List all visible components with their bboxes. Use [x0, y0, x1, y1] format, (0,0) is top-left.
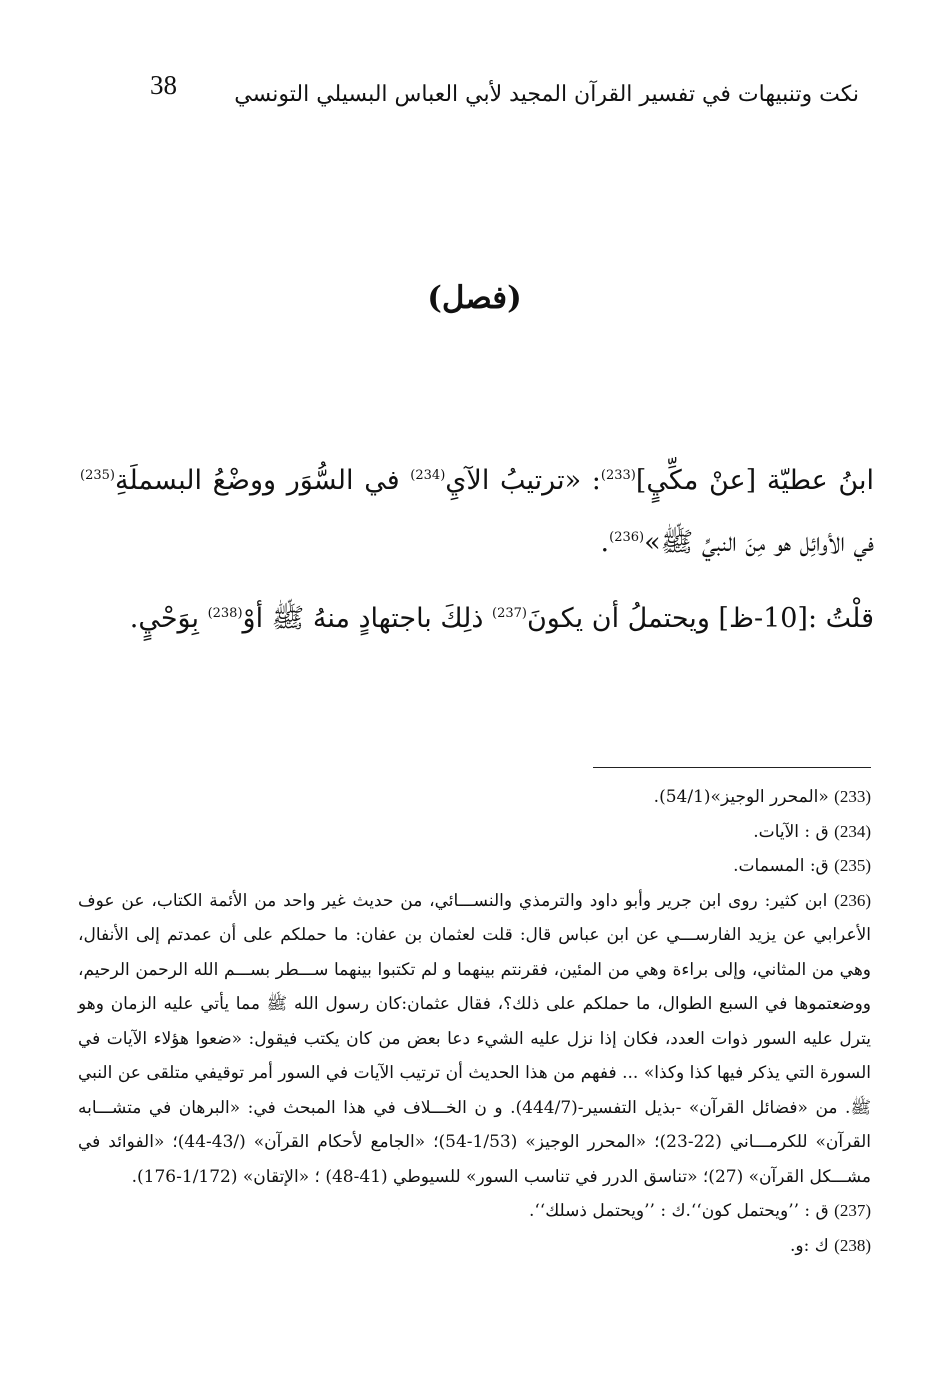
footnote-ref-233[interactable]: (233) — [600, 468, 636, 483]
footnote-236: (236) ابن كثير: روى ابن جرير وأبو داود والترمذي والنســـائي، من حديث غير واحد من الأئمة الكتاب، عن عوف الأعرابي عن يزيد الفارســـي عن ابن عباس قال: قلت لعثمان بن عفان: ما حملكم على أن عمدتم إلى الأنفال، وهي من المثاني، وإلى براءة وهي من المئين، فقرنتم بينهما و لم تكتبوا بينهما ســـطر بســـم الله الرحمن الرحيم، ووضعتموها في السبع الطوال، ما حملكم على ذلك؟، فقال عثمان:كان رسول الله ﷺ مما يأتي عليه الزمان وهو يترل عليه السور ذوات العدد، فكان إذا نزل عليه الشيء دعا بعض من كان يكتب فيقول: «ضعوا هؤلاء الآيات في السورة التي يذكر فيها كذا وكذا» ... ففهم من هذا الحديث أن ترتيب الآيات في السور أمر توقيفي متلقى عن النبي ﷺ. من «فضائل القرآن» -بذيل التفسير-(444/7). و ن الخـــلاف في هذا المبحث في: «البرهان في متشـــابه القرآن» للكرمـــاني (22-23)؛ «المحرر الوجيز» (1/53-54)؛ «الجامع لأحكام القرآن» (/43-44)؛ «الفوائد في مشـــكل القرآن» (27)؛ «تناسق الدرر في تناسب السور» للسيوطي (41-48) ؛ «الإتقان» (1/172-176). — [78, 890, 872, 1187]
running-title: نكت وتنبيهات في تفسير القرآن المجيد لأبي العباس البسيلي التونسي — [234, 82, 859, 107]
page-number: 38 — [150, 70, 177, 100]
footnote-separator — [593, 767, 871, 768]
text-run: : «ترتيبُ الآيِ — [445, 465, 601, 496]
footnote-235: (235) ق: المسمات. — [733, 856, 871, 876]
page-header — [150, 70, 859, 120]
main-text — [80, 450, 874, 650]
paragraph-qultu — [80, 588, 874, 650]
section-title: (فصل) — [427, 280, 522, 316]
text-run: في الأوائِل هو مِنَ النبيِّ ﷺ» — [644, 527, 874, 558]
paragraph-ibn-atiyya — [80, 450, 874, 574]
footnote-ref-238[interactable]: (238) — [207, 606, 243, 621]
footnote-ref-234[interactable]: (234) — [410, 468, 446, 483]
footnote-ref-235[interactable]: (235) — [80, 468, 115, 483]
text-run: قلْتُ :[10-ظ] ويحتملُ أن يكونَ — [526, 603, 874, 634]
footnote-237: (237) ق : ’’ويحتمل كون‘‘.ك : ’’ويحتمل ذسلك‘‘. — [529, 1201, 871, 1221]
footnote-ref-237[interactable]: (237) — [491, 606, 527, 621]
footnotes — [78, 780, 871, 1263]
footnote-233: (233) «المحرر الوجيز»(54/1). — [653, 787, 871, 807]
text-run: . — [600, 527, 610, 558]
text-run: ابنُ عطيّة [عنْ مكِّيٍ] — [635, 465, 874, 496]
footnote-ref-236[interactable]: (236) — [609, 530, 645, 545]
footnote-234: (234) ق : الآيات. — [753, 821, 871, 842]
footnote-238: (238) ك :و. — [789, 1235, 871, 1256]
text-run: ذلِكَ باجتهادٍ منهُ ﷺ أوْ — [242, 603, 492, 634]
text-run: بِوَحْيٍ. — [129, 603, 208, 634]
text-run: في السُّوَر ووضْعُ البسملَةِ — [114, 465, 411, 496]
